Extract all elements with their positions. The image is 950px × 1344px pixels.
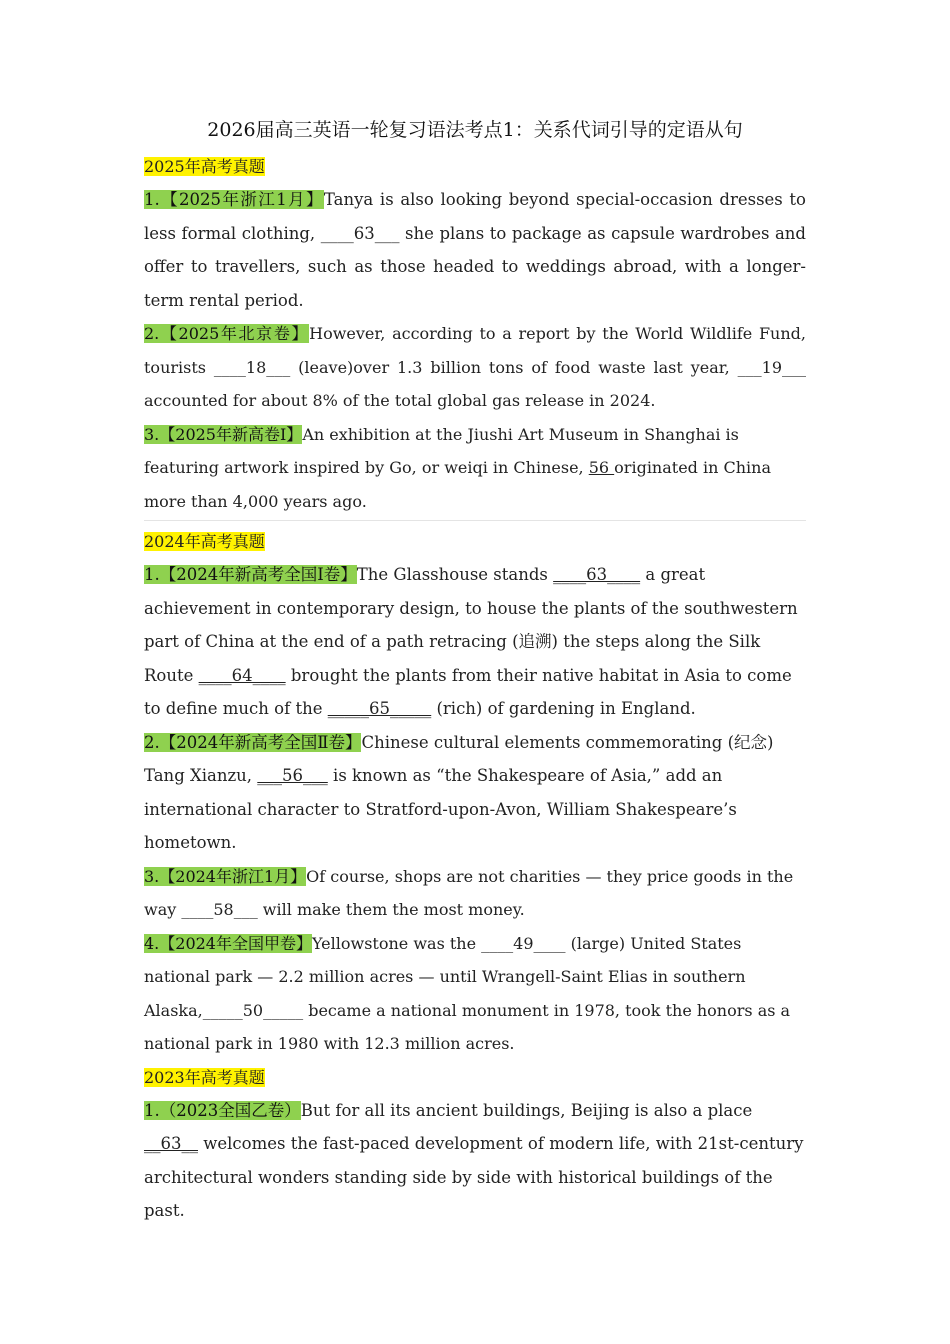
section-heading-2023: 2023年高考真题 <box>144 1067 265 1087</box>
question-2023-1: 1.（2023全国乙卷）But for all its ancient buildings, Beijing is also a place __63__ welcomes the fast-paced development of modern life, with 21st-century architectural wonders standing side by side with historical buildings of the past. <box>144 1100 804 1220</box>
question-2024-4: 4.【2024年全国甲卷】Yellowstone was the ____49____ (large) United States national park — 2.2 million acres — until Wrangell-Saint Elias in southern Alaska,_____50_____ became a national monument in 1978, took the honors as a national park in 1980 with 12.3 million acres. <box>144 933 791 1053</box>
question-2024-1: 1.【2024年新高考全国Ⅰ卷】The Glasshouse stands ____63____ a great achievement in contemporary design, to house the plants of the southwestern part of China at the end of a path retracing (追溯) the steps along the Silk Route ____64____ brought the plants from their native habitat in Asia to come to define much of the _____65_____ (rich) of gardening in England. <box>144 565 798 718</box>
question-source-tag: 2.【2025年北京卷】 <box>144 324 310 343</box>
question-source-tag: 4.【2024年全国甲卷】 <box>144 933 312 953</box>
question-2025-3: 3.【2025年新高卷I】An exhibition at the Jiushi Art Museum in Shanghai is featuring artwork inspired by Go, or weiqi in Chinese, 56 originated in China more than 4,000 years ago. <box>144 424 772 511</box>
section-heading-2025: 2025年高考真题 <box>144 157 265 176</box>
question-source-tag: 2.【2024年新高考全国Ⅱ卷】 <box>144 732 362 752</box>
question-2025-2: 2.【2025年北京卷】However, according to a report by the World Wildlife Fund, tourists ____18___ (leave)over 1.3 billion tons of food waste last year, ___19___ accounted for about 8% of the total global gas release in 2024. <box>144 324 806 410</box>
document-content <box>144 116 806 1228</box>
answer-blank: ____49____ <box>481 933 566 953</box>
answer-blank: ___56___ <box>257 766 328 785</box>
question-source-tag: 1.【2024年新高考全国Ⅰ卷】 <box>144 565 357 584</box>
answer-blank: ____58___ <box>181 900 258 919</box>
answer-blank: ____63____ <box>553 565 641 584</box>
answer-blank: ___19___ <box>737 357 806 377</box>
answer-blank: _____50_____ <box>202 1000 304 1020</box>
answer-blank: ____64____ <box>198 665 286 685</box>
question-2025-1: 1.【2025年浙江1月】Tanya is also looking beyond special-occasion dresses to less formal clothing, ____63___ she plans to package as capsule wardrobes and offer to travellers, such as those headed to weddings abroad, with a longer-term rental period. <box>144 190 806 310</box>
section-divider <box>144 520 806 521</box>
question-source-tag: 3.【2025年新高卷I】 <box>144 424 303 444</box>
question-2024-3: 3.【2024年浙江1月】Of course, shops are not charities — they price goods in the way ____58___ will make them the most money. <box>144 866 794 919</box>
answer-blank: _____65_____ <box>327 699 432 718</box>
question-source-tag: 3.【2024年浙江1月】 <box>144 866 307 886</box>
answer-blank: ____63___ <box>320 223 400 243</box>
answer-blank: ____18___ <box>213 357 291 377</box>
answer-blank: __63__ <box>144 1134 198 1153</box>
answer-blank: 56 <box>588 458 615 477</box>
question-source-tag: 1.（2023全国乙卷） <box>144 1100 301 1120</box>
page-title: 2026届高三英语一轮复习语法考点1：关系代词引导的定语从句 <box>207 119 743 141</box>
question-source-tag: 1.【2025年浙江1月】 <box>144 190 324 209</box>
question-2024-2: 2.【2024年新高考全国Ⅱ卷】Chinese cultural elements commemorating (纪念) Tang Xianzu, ___56___ is known as “the Shakespeare of Asia,” add an international character to Stratford-upon-Avon, William Shakespeare’s hometown. <box>144 732 774 852</box>
section-heading-2024: 2024年高考真题 <box>144 532 265 551</box>
